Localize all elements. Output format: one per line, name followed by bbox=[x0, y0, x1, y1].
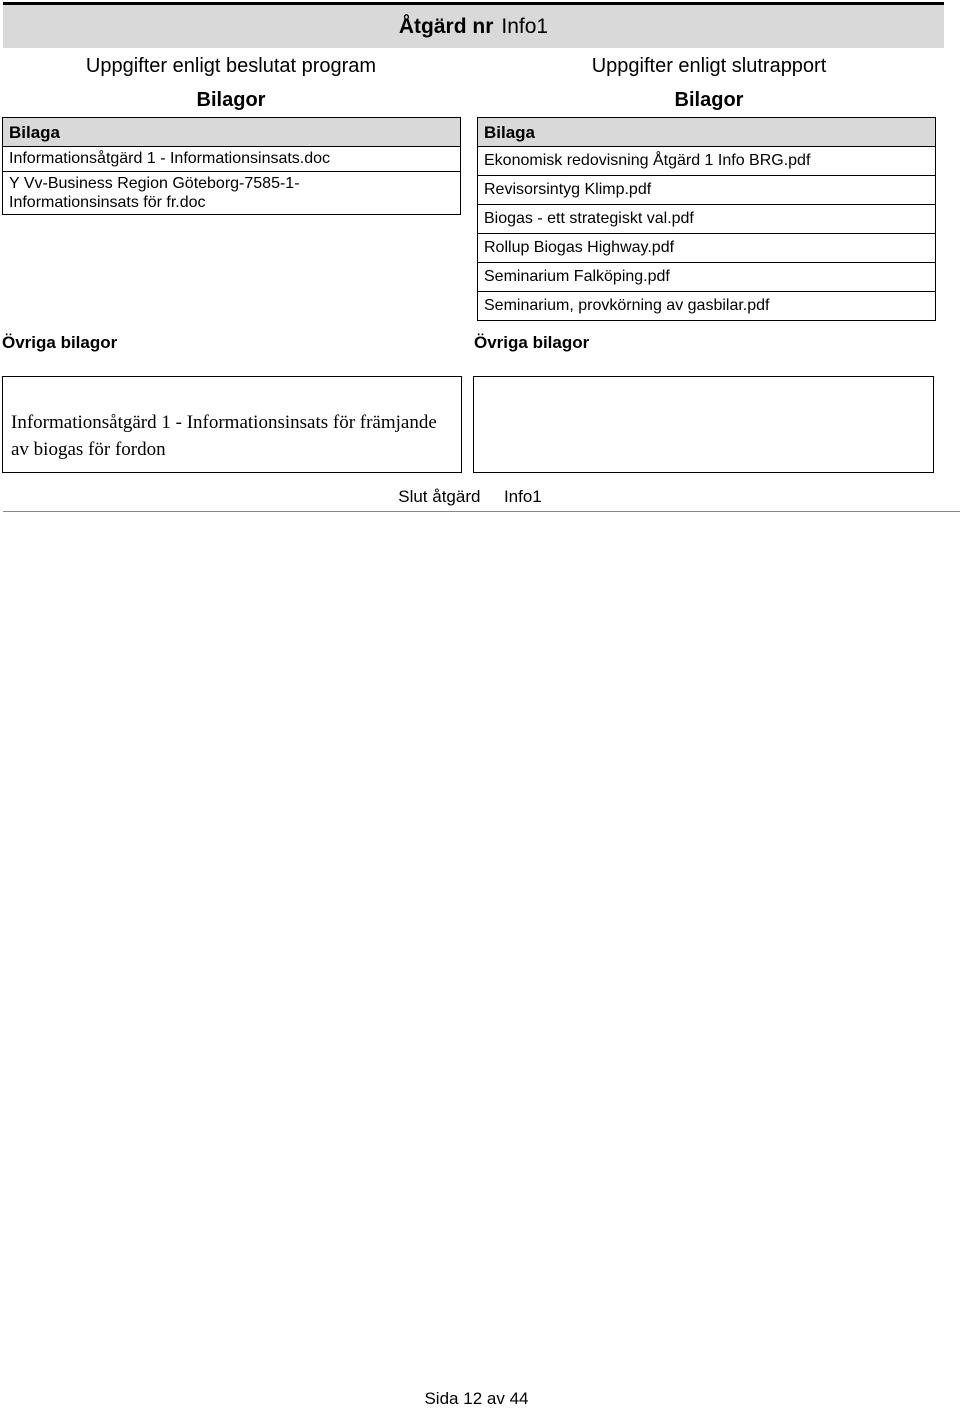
left-other-attachments-label: Övriga bilagor bbox=[2, 333, 118, 352]
right-attachment-item[interactable]: Ekonomisk redovisning Åtgärd 1 Info BRG.pdf bbox=[478, 147, 936, 176]
left-description-box bbox=[2, 376, 462, 473]
page-footer bbox=[0, 1389, 953, 1409]
end-action-label: Slut åtgärd bbox=[398, 487, 481, 506]
right-bilagor-title: Bilagor bbox=[674, 89, 744, 111]
left-section-title: Uppgifter enligt beslutat program bbox=[85, 55, 377, 77]
right-attachment-item[interactable]: Seminarium Falköping.pdf bbox=[478, 263, 936, 292]
right-attachment-item[interactable]: Revisorsintyg Klimp.pdf bbox=[478, 176, 936, 205]
right-other-attachments-label: Övriga bilagor bbox=[474, 333, 590, 352]
page-label: Sida bbox=[424, 1389, 459, 1408]
right-attachments-table bbox=[477, 117, 936, 321]
left-table-header: Bilaga bbox=[3, 118, 461, 147]
end-divider bbox=[3, 511, 960, 512]
action-id: Info1 bbox=[501, 14, 549, 38]
left-bilagor-title: Bilagor bbox=[196, 89, 266, 111]
left-attachment-item[interactable]: Y Vv-Business Region Göteborg-7585-1- Informationsinsats för fr.doc bbox=[3, 172, 461, 215]
right-description-text bbox=[474, 377, 933, 409]
page-of-label: av bbox=[486, 1389, 505, 1408]
end-action-id: Info1 bbox=[503, 487, 542, 506]
right-table-header: Bilaga bbox=[478, 118, 936, 147]
right-attachment-item[interactable]: Biogas - ett strategiskt val.pdf bbox=[478, 205, 936, 234]
page-number: 12 bbox=[463, 1389, 483, 1408]
right-attachment-item[interactable]: Rollup Biogas Highway.pdf bbox=[478, 234, 936, 263]
page-total: 44 bbox=[509, 1389, 529, 1408]
action-label: Åtgärd nr bbox=[398, 14, 494, 38]
left-attachments-table bbox=[2, 117, 461, 215]
end-action-line bbox=[0, 487, 940, 507]
right-description-box bbox=[473, 376, 934, 473]
right-attachment-item[interactable]: Seminarium, provkörning av gasbilar.pdf bbox=[478, 292, 936, 321]
right-section-title: Uppgifter enligt slutrapport bbox=[591, 55, 827, 77]
action-title-bar bbox=[3, 2, 944, 48]
left-attachment-item[interactable]: Informationsåtgärd 1 - Informationsinsats.doc bbox=[3, 147, 461, 172]
left-description-text: Informationsåtgärd 1 - Informationsinsats för främjande av biogas för fordon bbox=[11, 412, 437, 460]
